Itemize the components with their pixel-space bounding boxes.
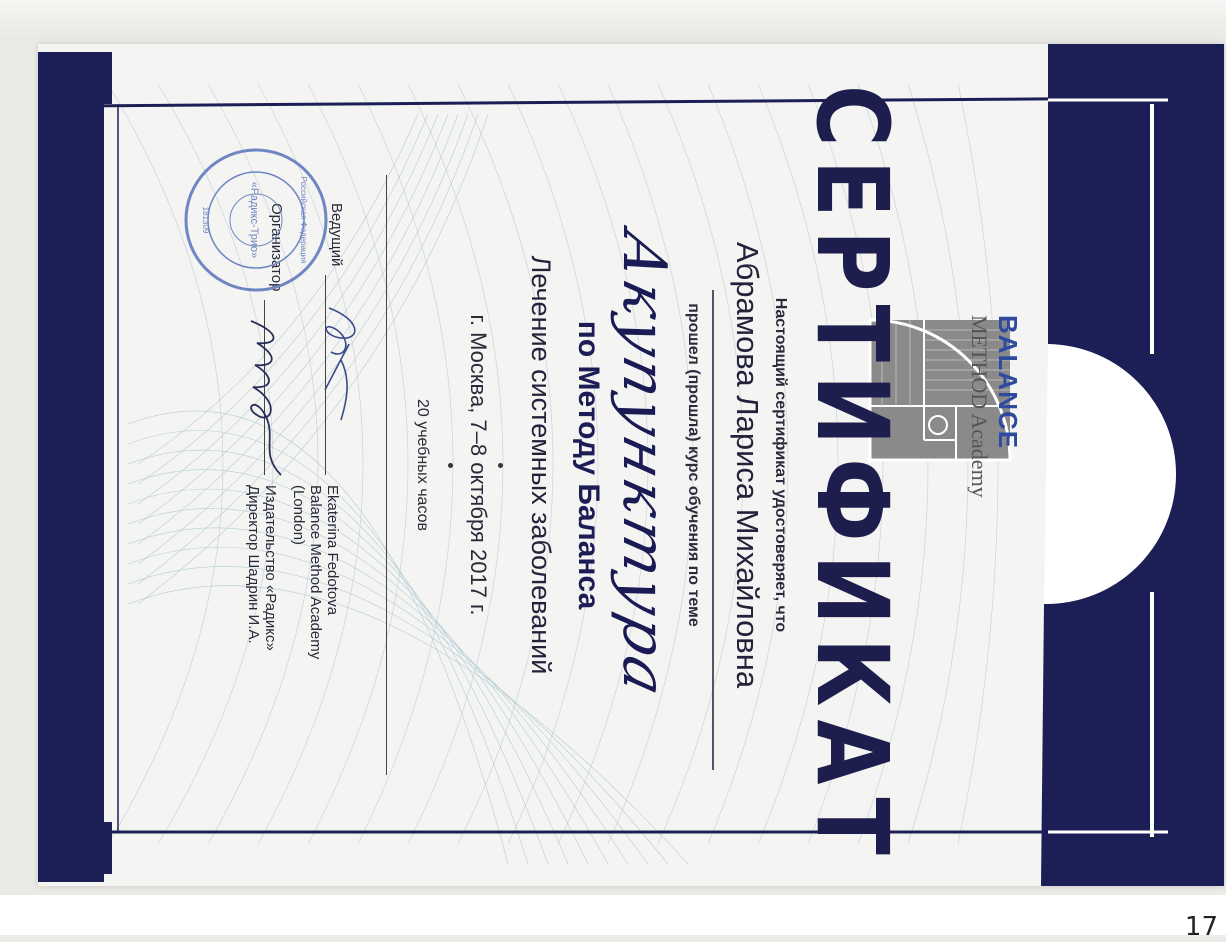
brand-text <box>966 315 1023 498</box>
organizer-details <box>245 485 279 651</box>
organizer-label: Организатор <box>268 203 285 292</box>
organizer-org: Издательство «Радикс» <box>262 485 279 651</box>
host-signature-icon <box>311 300 371 430</box>
brand-name: BALANCE <box>993 315 1023 450</box>
course-method: по Методу Баланса <box>572 320 605 610</box>
name-underline <box>712 290 714 770</box>
page-number: 17 <box>1184 912 1218 942</box>
course-intro: прошел (прошла) курс обучения по теме <box>685 303 702 627</box>
host-details <box>290 485 341 659</box>
place-date: г. Москва, 7–8 октября 2017 г. <box>466 314 491 616</box>
host-org: Balance Method Academy <box>307 485 324 660</box>
divider-dot <box>448 463 453 468</box>
certificate-title: СЕРТИФИКАТ <box>794 85 910 868</box>
study-hours: 20 учебных часов <box>414 398 431 532</box>
svg-text:Российская Федерация: Российская Федерация <box>299 176 308 264</box>
divider-dot <box>498 463 503 468</box>
svg-text:181309: 181309 <box>201 206 210 234</box>
svg-text:«Радикс-Трио»: «Радикс-Трио» <box>248 181 260 259</box>
certificate-content <box>171 85 1071 868</box>
signature-section-rule <box>386 175 387 775</box>
host-org-city: (London) <box>290 485 307 546</box>
organization-stamp-icon <box>181 145 331 295</box>
course-title: Акупунктура <box>609 224 679 706</box>
desk-background-bottom <box>0 895 1226 935</box>
host-name: Ekaterina Fedotova <box>324 485 341 616</box>
host-label: Ведущий <box>328 203 345 267</box>
organizer-signature-icon <box>231 315 301 485</box>
course-subject: Лечение системных заболеваний <box>526 255 556 675</box>
organizer-person: Директор Шадрин И.А. <box>245 485 262 644</box>
certificate-sheet <box>38 44 1224 886</box>
desk-background-top <box>0 0 1226 40</box>
brand-subtitle: METHOD Academy <box>967 315 992 498</box>
recipient-name: Абрамова Лариса Михайловна <box>730 241 765 689</box>
certificate-intro: Настоящий сертификат удостоверяет, что <box>772 297 789 633</box>
